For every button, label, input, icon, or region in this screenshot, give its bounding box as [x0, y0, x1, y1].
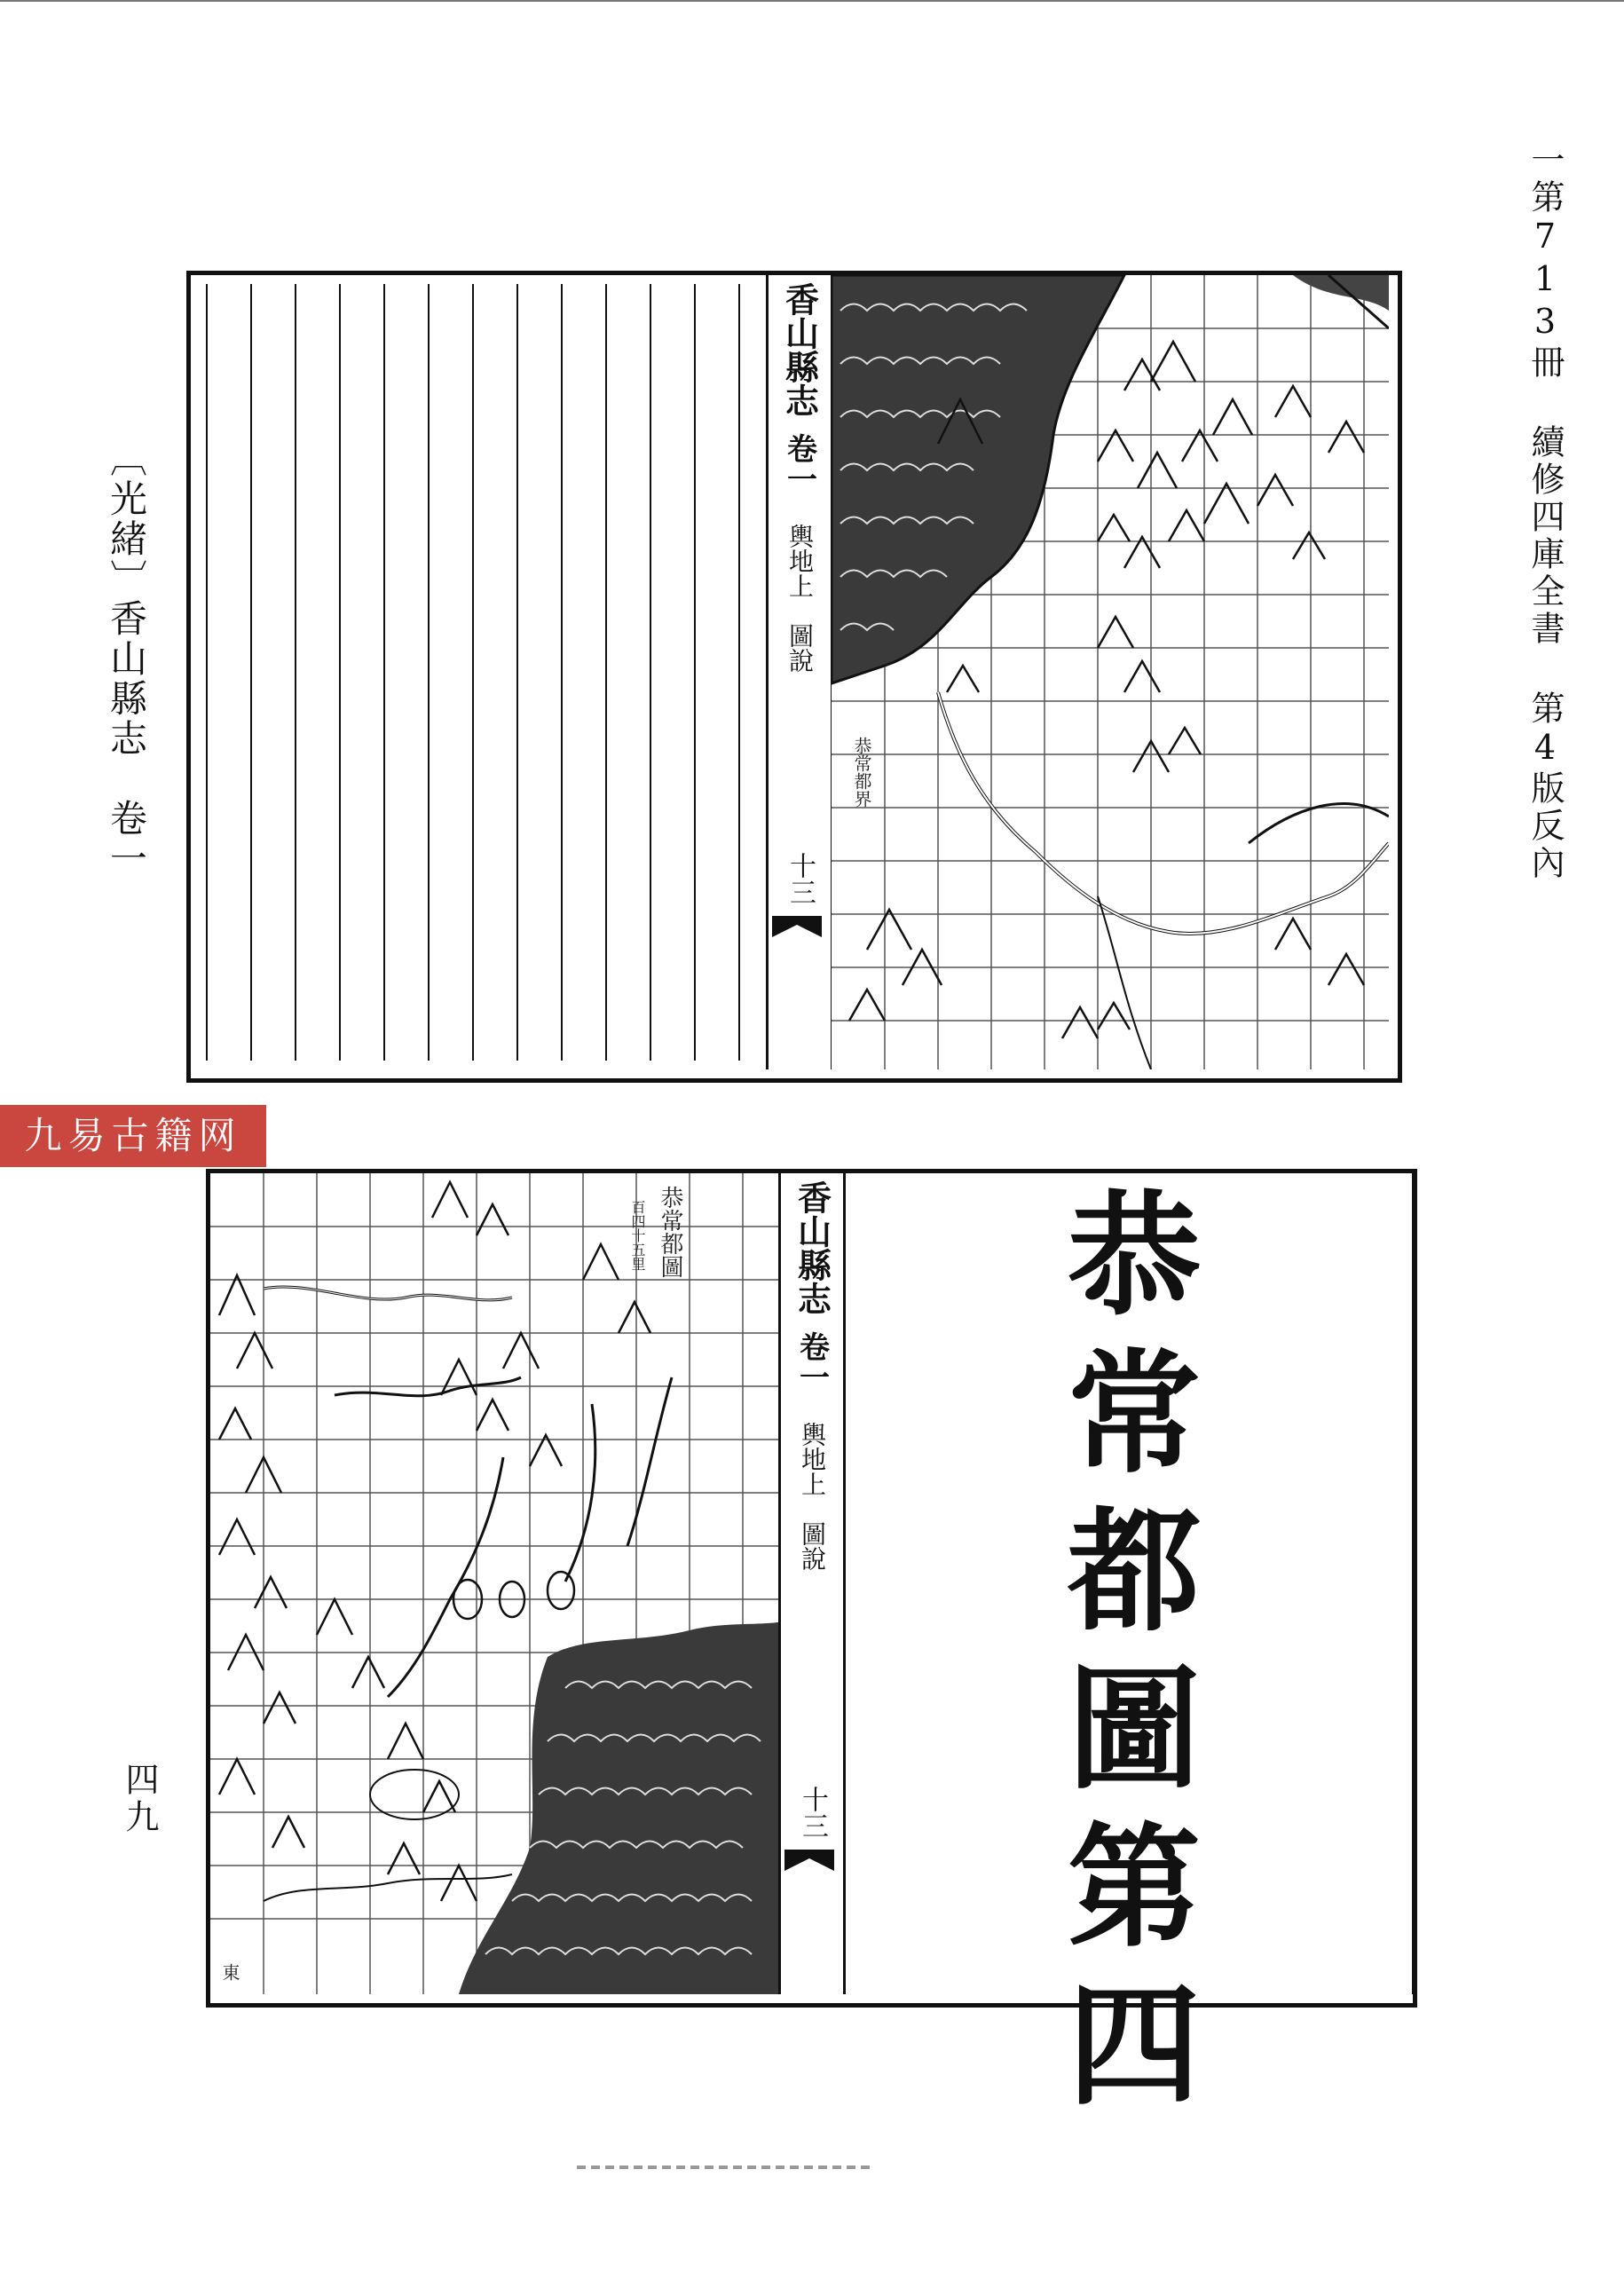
- site-watermark: 九易古籍网: [0, 1105, 266, 1167]
- map-top-fragment: [832, 275, 1389, 1069]
- top-book-spine: [766, 275, 833, 1069]
- map-bottom-fragment: [210, 1173, 783, 1994]
- fishtail-mark: [769, 914, 825, 941]
- map-corner-label: 東: [219, 1963, 240, 1981]
- spine-section: 輿地上 圖說: [798, 1422, 827, 1571]
- spine-title: 香山縣志: [792, 1180, 832, 1315]
- book-title-margin: 〔光緒〕香山縣志 卷一: [105, 439, 148, 879]
- top-page-spread: [186, 271, 1402, 1083]
- bottom-page-spread: [206, 1169, 1417, 2008]
- map-top-drawing: [832, 275, 1389, 1069]
- map-caption: 恭常都圖: [657, 1186, 683, 1278]
- spine-section: 輿地上 圖說: [785, 524, 815, 673]
- spine-volume: 卷一: [781, 433, 817, 493]
- page-top-border: [0, 0, 1624, 2]
- map-bottom-drawing: [210, 1173, 783, 1994]
- ruled-columns: [196, 275, 782, 1069]
- scan-artifact: [577, 2166, 870, 2169]
- map-place-label: 恭常都界: [851, 737, 872, 808]
- bottom-book-spine: [778, 1173, 846, 1994]
- series-margin-note: 一第713冊 續修四庫全書 第4版反內: [1525, 142, 1565, 882]
- map-caption-note: 百四十五里: [629, 1200, 646, 1271]
- spine-page: 十三: [784, 852, 816, 905]
- map-big-title: 恭常都圖第四: [1045, 1185, 1201, 2133]
- spine-page: 十三: [797, 1786, 828, 1839]
- fishtail-mark: [781, 1848, 838, 1874]
- spine-volume: 卷一: [793, 1331, 830, 1392]
- page-number: 四九: [120, 1762, 159, 1836]
- spine-title: 香山縣志: [779, 282, 820, 417]
